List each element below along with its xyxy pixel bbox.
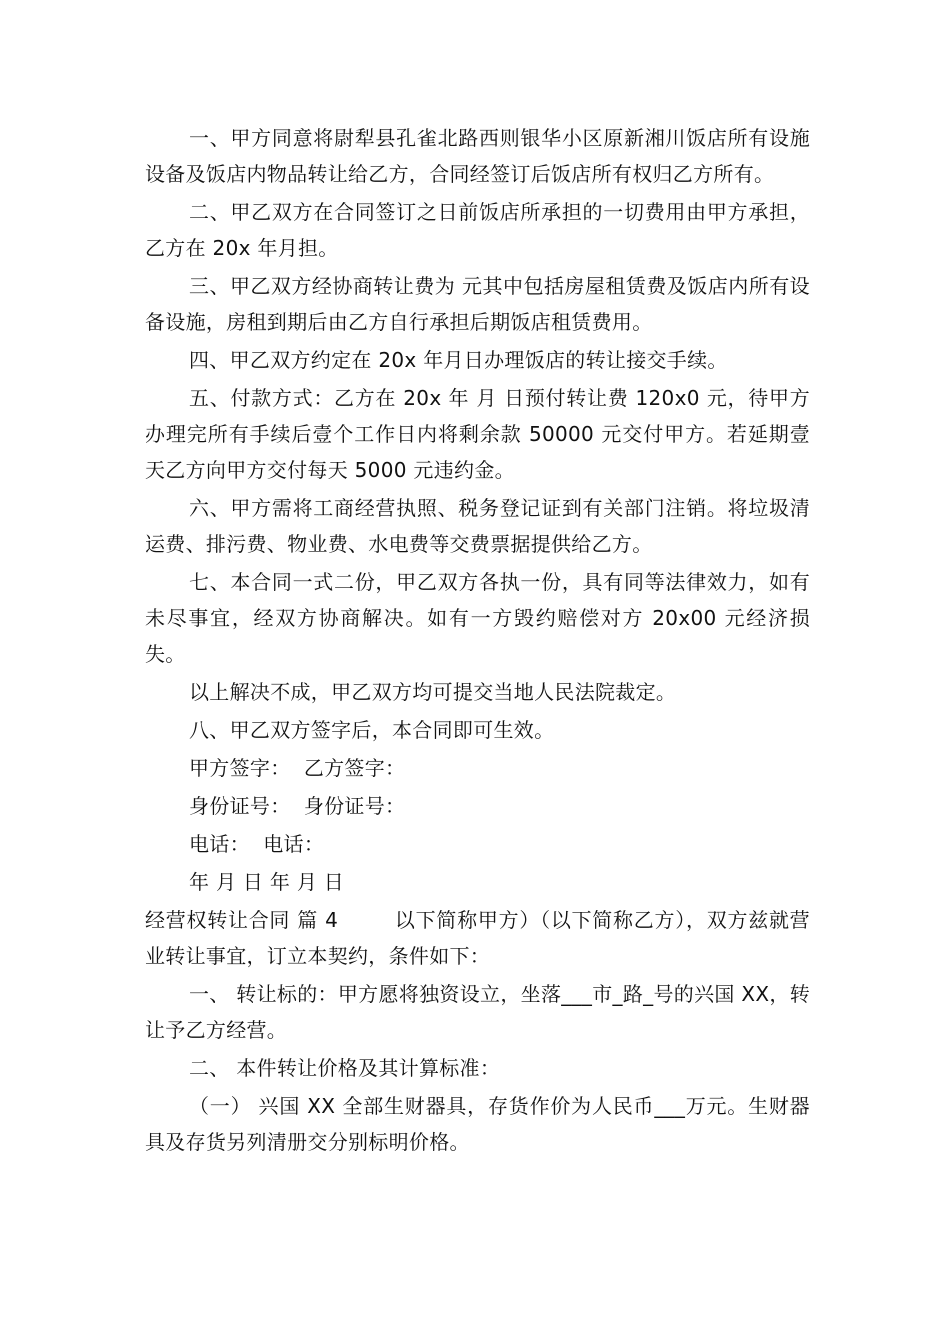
paragraph-price-item-1: （一） 兴国 XX 全部生财器具，存货作价为人民币___万元。生财器具及存货另列清册交分别标明价格。 [145,1094,810,1154]
paragraph-price-heading: 二、 本件转让价格及其计算标准： [189,1056,501,1080]
paragraph-clause-8: 八、甲乙双方签字后，本合同即可生效。 [189,718,555,742]
paragraph-clause-5: 五、付款方式：乙方在 20x 年 月 日预付转让费 120x0 元，待甲方办理完所有手续后壹个工作日内将剩余款 50000 元交付甲方。若延期壹天乙方向甲方交付每天 5000 元违约金。 [145,386,810,482]
document-page [145,120,810,1162]
paragraph-clause-3: 三、甲乙双方经协商转让费为 元其中包括房屋租赁费及饭店内所有设备设施，房租到期后由乙方自行承担后期饭店租赁费用。 [145,274,810,334]
paragraph-clause-1: 一、甲方同意将尉犁县孔雀北路西则银华小区原新湘川饭店所有设施设备及饭店内物品转让给乙方，合同经签订后饭店所有权归乙方所有。 [145,126,810,186]
date-line: 年 月 日 年 月 日 [189,870,345,894]
paragraph-clause-6: 六、甲方需将工商经营执照、税务登记证到有关部门注销。将垃圾清运费、排污费、物业费、水电费等交费票据提供给乙方。 [145,496,810,556]
paragraph-clause-2: 二、甲乙双方在合同签订之日前饭店所承担的一切费用由甲方承担，乙方在 20x 年月担。 [145,200,810,260]
paragraph-clause-7: 七、本合同一式二份，甲乙双方各执一份，具有同等法律效力，如有未尽事宜，经双方协商解决。如有一方毁约赔偿对方 20x00 元经济损失。 [145,570,810,666]
id-number-line: 身份证号： 身份证号： [189,794,406,818]
phone-line: 电话： 电话： [189,832,325,856]
paragraph-dispute: 以上解决不成，甲乙双方均可提交当地人民法院裁定。 [189,680,677,704]
contract-4-heading: 经营权转让合同 篇 4 以下简称甲方）（以下简称乙方），双方兹就营业转让事宜，订立本契约，条件如下： [145,908,810,968]
signature-line: 甲方签字： 乙方签字： [189,756,406,780]
paragraph-clause-4: 四、甲乙双方约定在 20x 年月日办理饭店的转让接交手续。 [189,348,728,372]
paragraph-transfer-target: 一、 转让标的：甲方愿将独资设立，坐落___市_路_号的兴国 XX，转让予乙方经营。 [145,982,810,1042]
